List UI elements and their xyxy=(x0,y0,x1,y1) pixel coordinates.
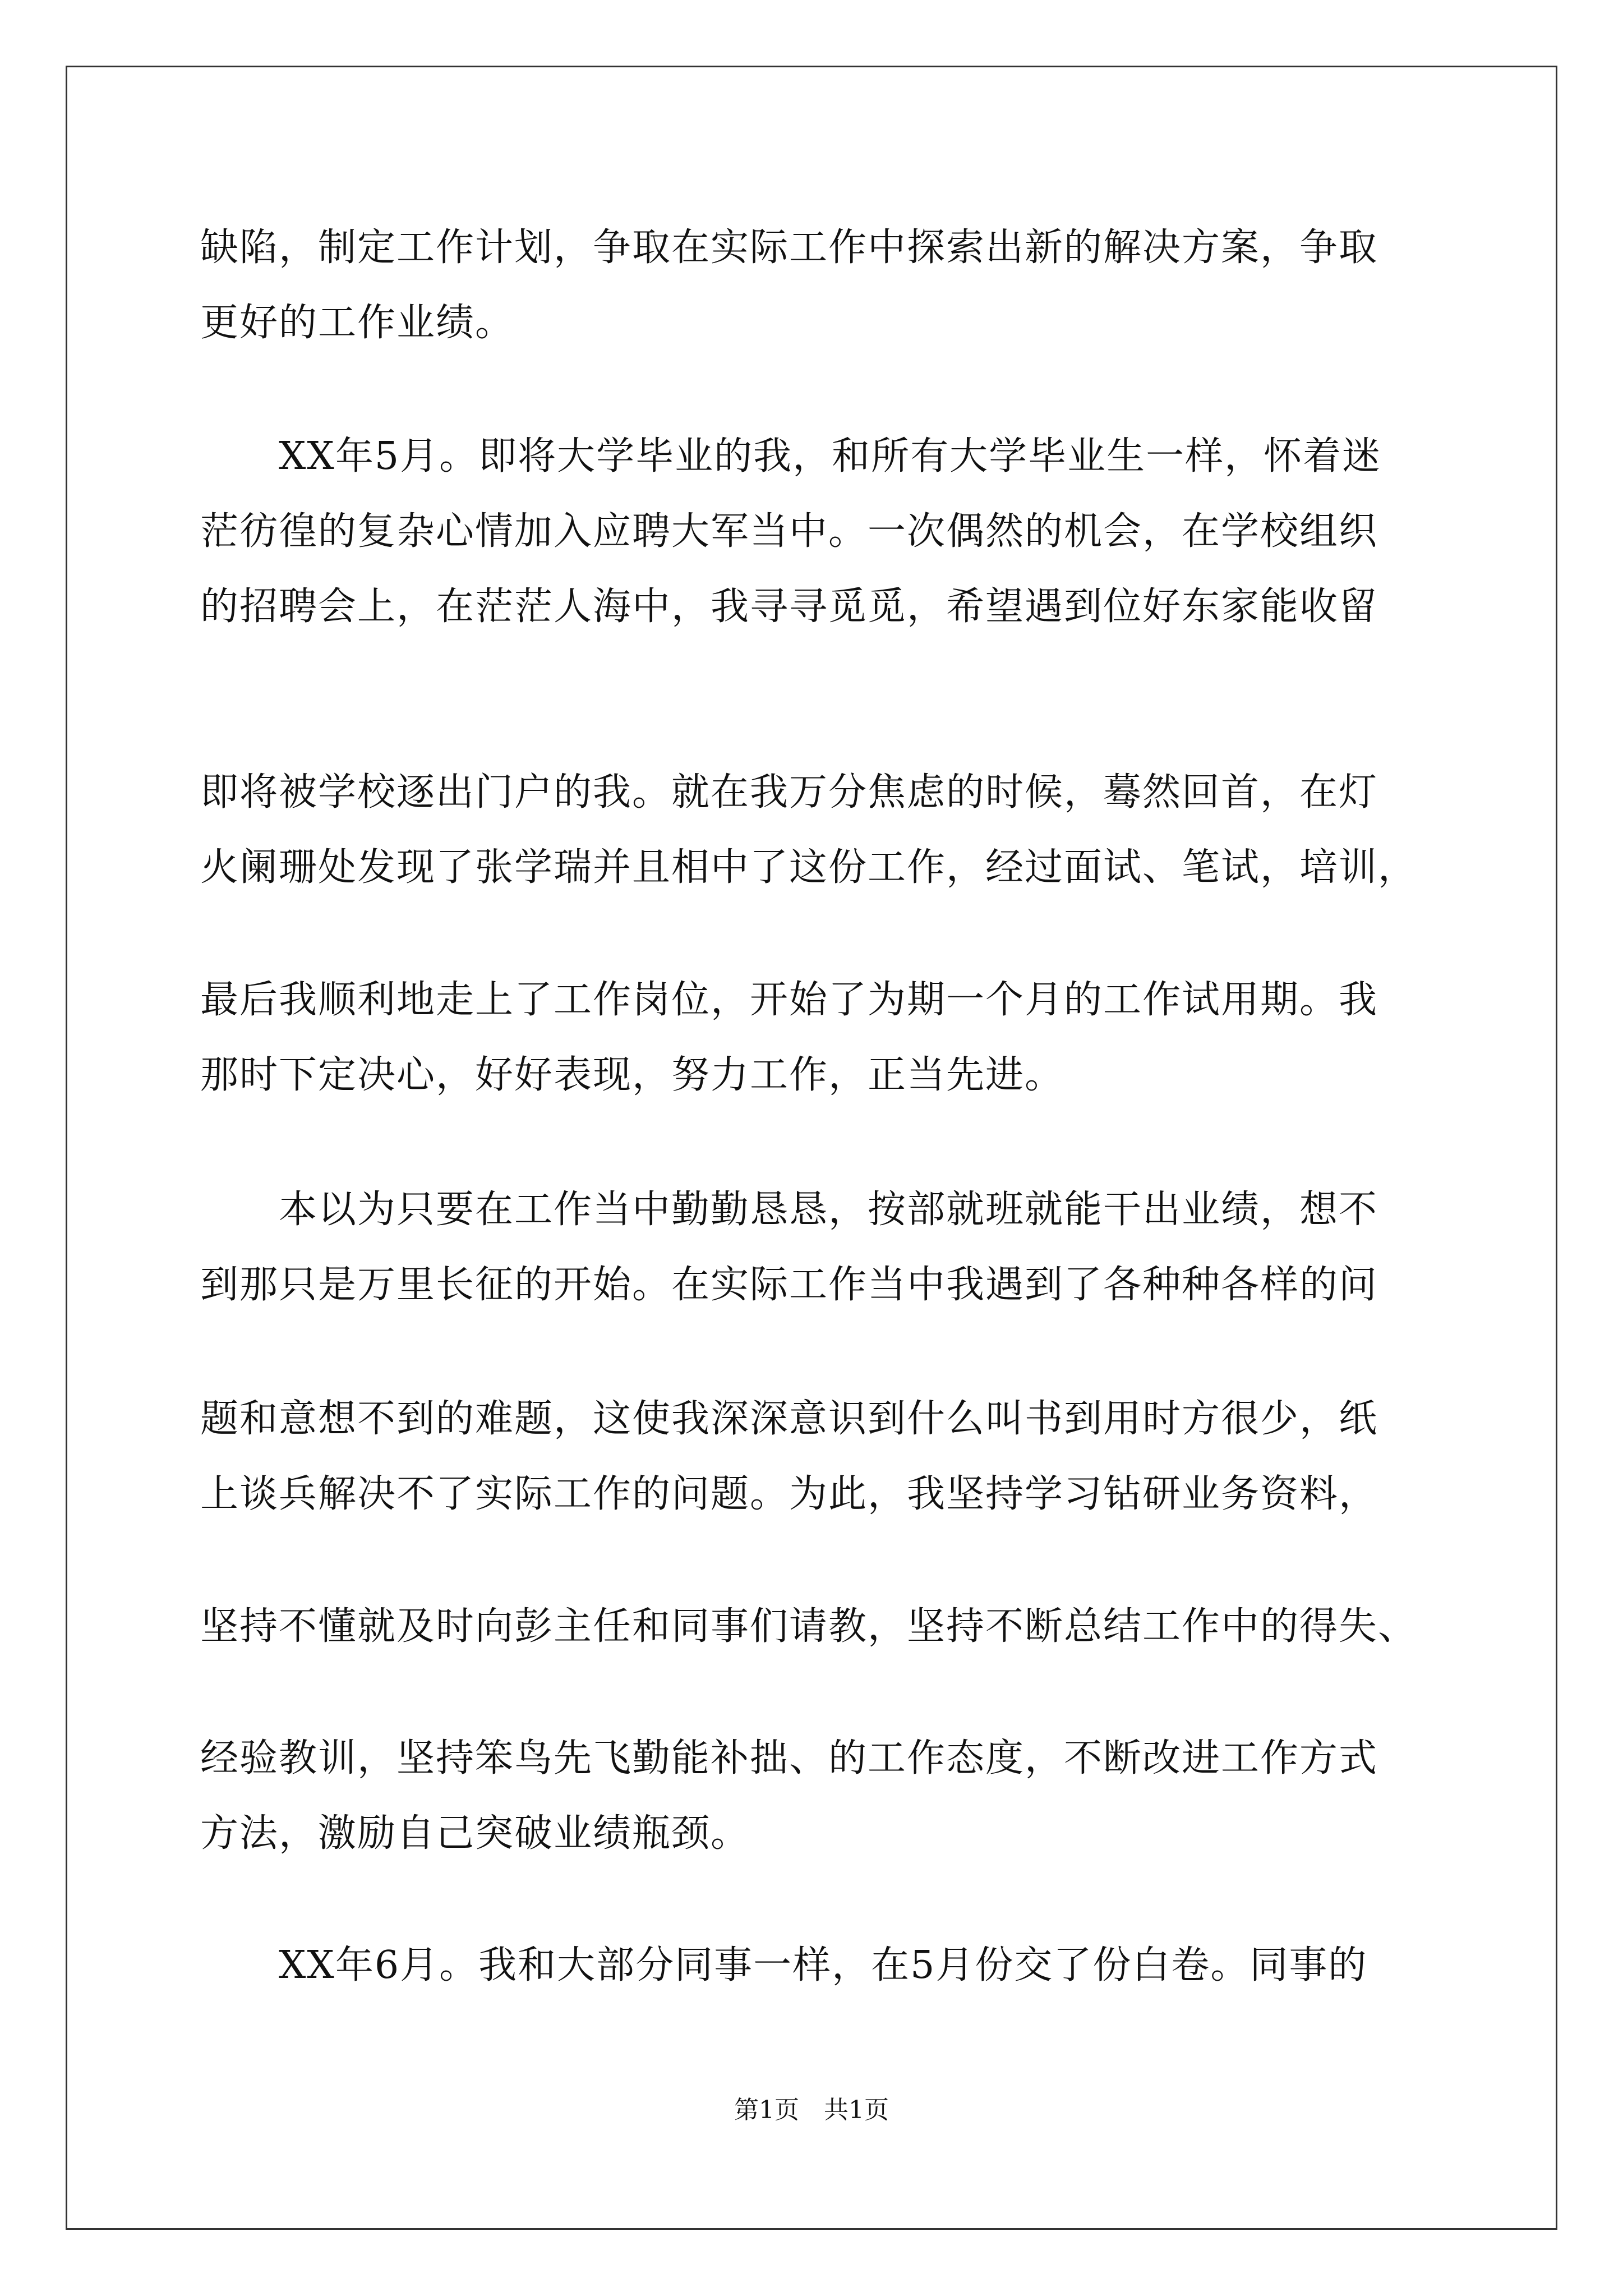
text-line: 经验教训，坚持笨鸟先飞勤能补拙、的工作态度，不断改进工作方式 xyxy=(200,1736,1378,1780)
page-border xyxy=(66,66,1557,2230)
text-line: XX年6月。我和大部分同事一样，在5月份交了份白卷。同事的 xyxy=(279,1943,1368,1987)
text-line: 更好的工作业绩。 xyxy=(200,301,515,345)
text-line: 缺陷，制定工作计划，争取在实际工作中探索出新的解决方案，争取 xyxy=(200,226,1378,270)
text-line: 的招聘会上，在茫茫人海中，我寻寻觅觅，希望遇到位好东家能收留 xyxy=(200,585,1378,629)
text-line: 火阑珊处发现了张学瑞并且相中了这份工作，经过面试、笔试，培训， xyxy=(200,845,1418,890)
text-line: 那时下定决心，好好表现，努力工作，正当先进。 xyxy=(200,1053,1064,1097)
text-line: 最后我顺利地走上了工作岗位，开始了为期一个月的工作试用期。我 xyxy=(200,978,1378,1022)
page-number-total: 共1页 xyxy=(824,2096,889,2124)
text-line: XX年5月。即将大学毕业的我，和所有大学毕业生一样，怀着迷 xyxy=(279,434,1382,478)
page-footer xyxy=(0,2095,1623,2126)
text-line: 坚持不懂就及时向彭主任和同事们请教，坚持不断总结工作中的得失、 xyxy=(200,1604,1418,1649)
text-line: 到那只是万里长征的开始。在实际工作当中我遇到了各种种各样的问 xyxy=(200,1263,1378,1307)
text-line: 上谈兵解决不了实际工作的问题。为此，我坚持学习钻研业务资料， xyxy=(200,1472,1378,1516)
text-line: 题和意想不到的难题，这使我深深意识到什么叫书到用时方很少，纸 xyxy=(200,1397,1378,1441)
page-number-current: 第1页 xyxy=(734,2096,799,2124)
text-line: 方法，激励自己突破业绩瓶颈。 xyxy=(200,1811,750,1856)
text-line: 茫彷徨的复杂心情加入应聘大军当中。一次偶然的机会，在学校组织 xyxy=(200,509,1378,554)
text-line: 本以为只要在工作当中勤勤恳恳，按部就班就能干出业绩，想不 xyxy=(279,1188,1378,1232)
text-line: 即将被学校逐出门户的我。就在我万分焦虑的时候，蓦然回首，在灯 xyxy=(200,770,1378,815)
